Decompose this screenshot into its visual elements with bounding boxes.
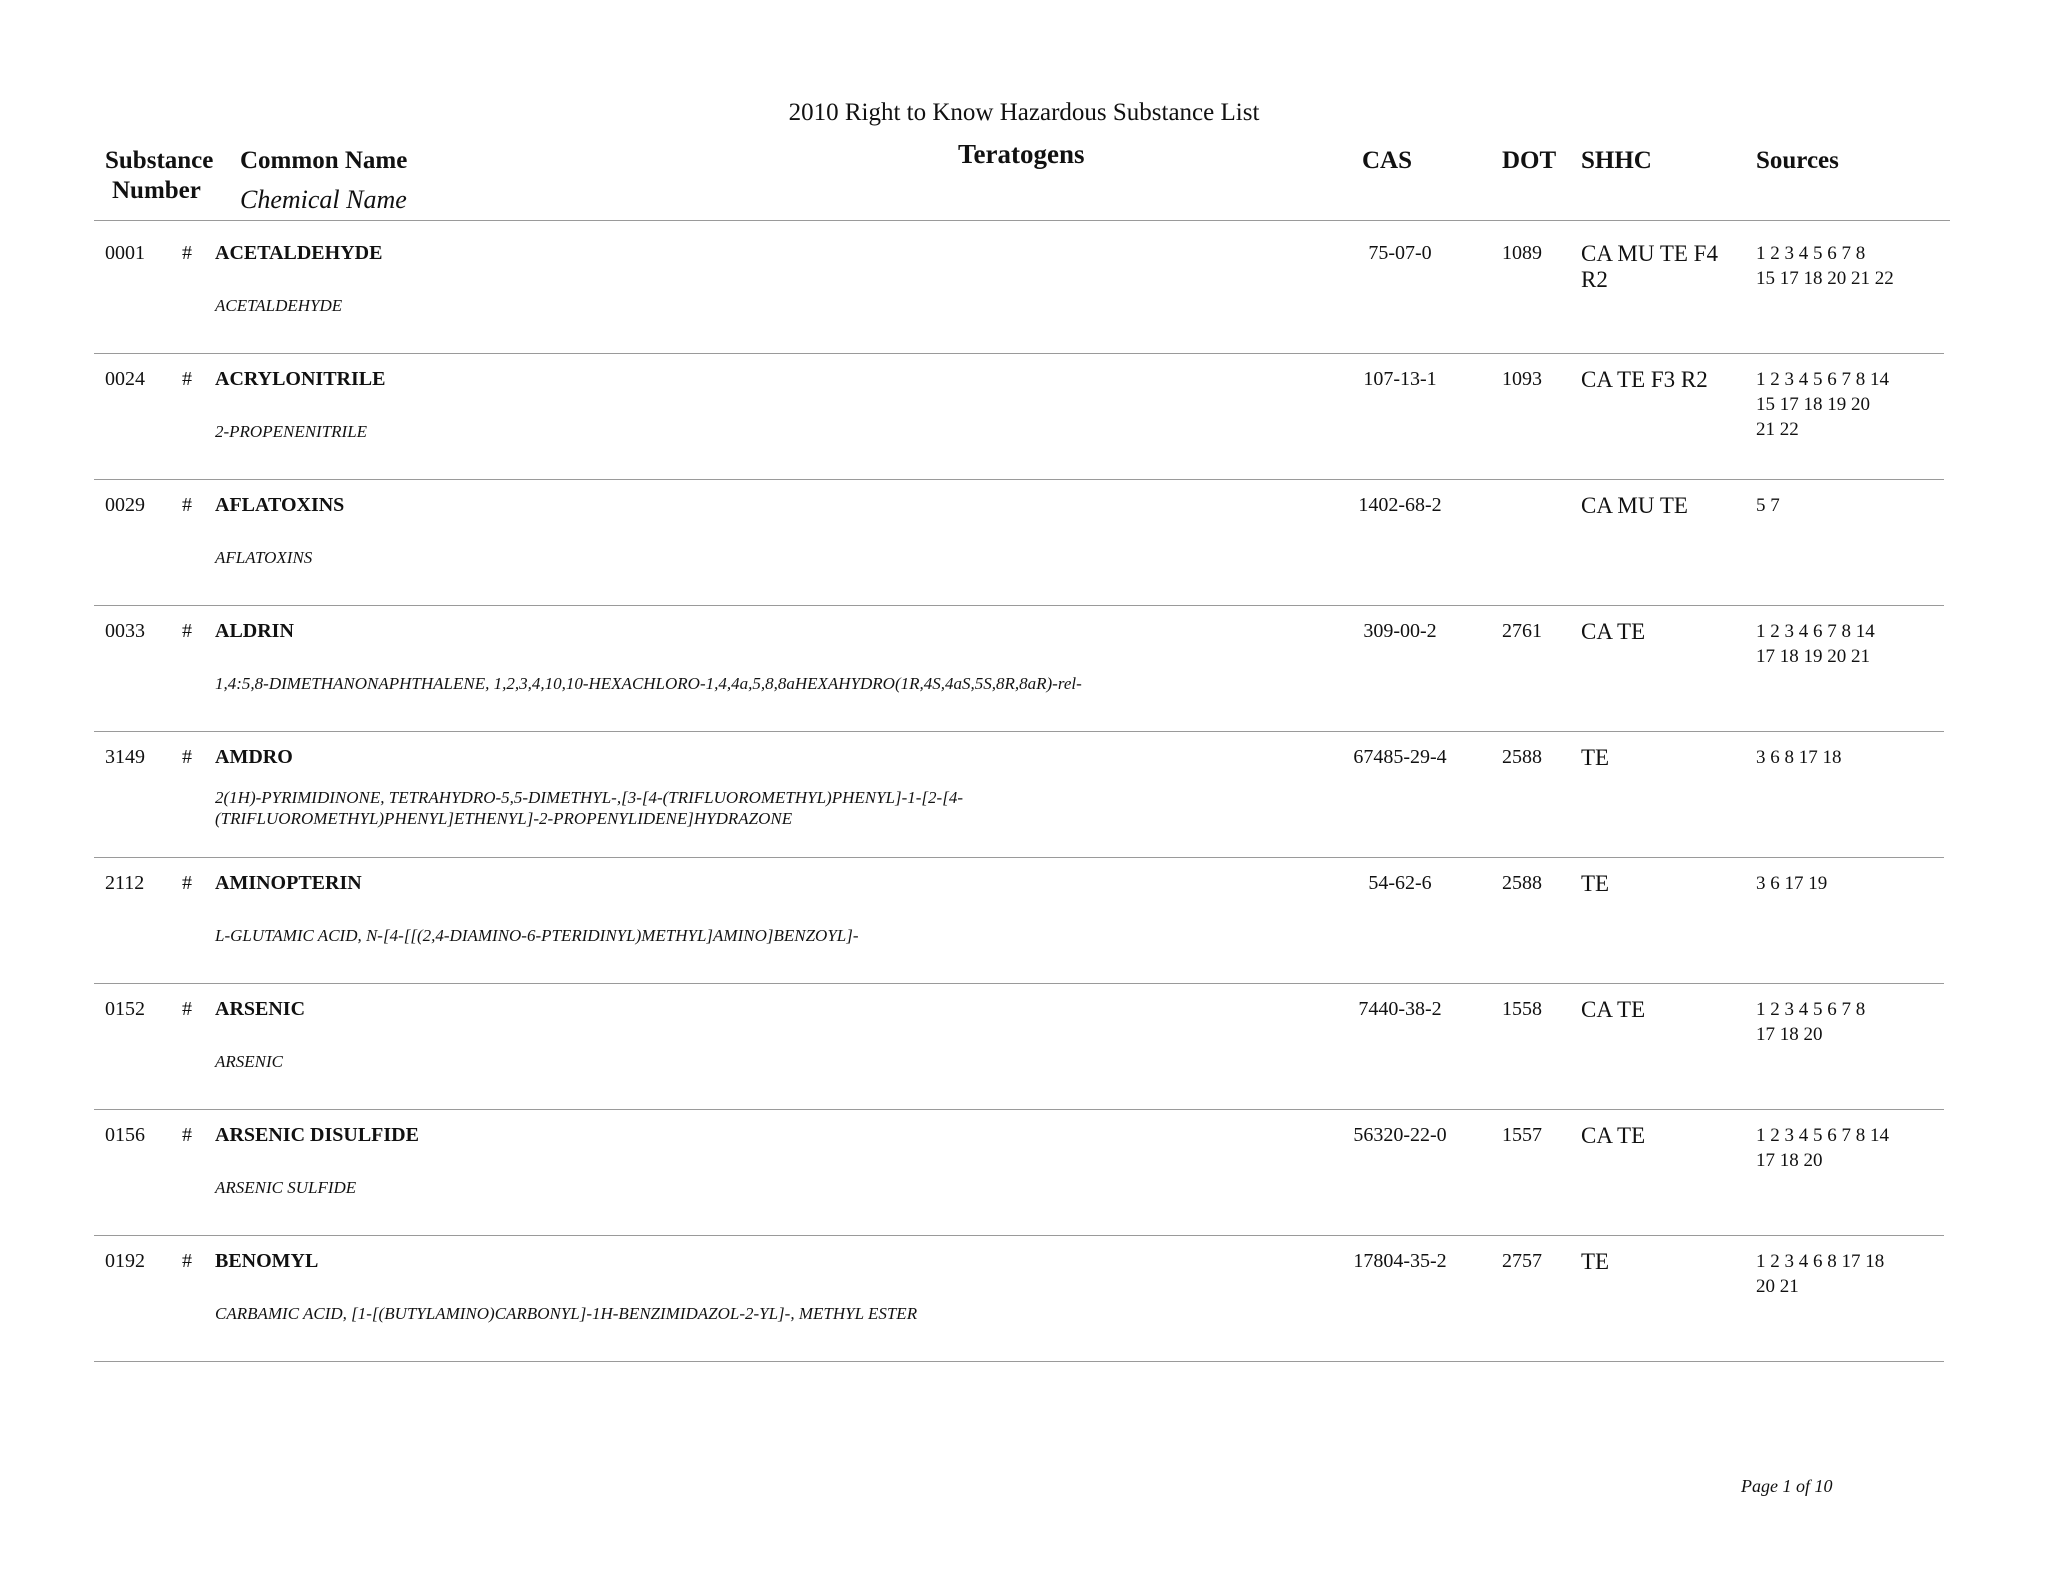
table-row bbox=[0, 1236, 2048, 1362]
sources bbox=[1756, 997, 1865, 1047]
chemical-name-line: ARSENIC SULFIDE bbox=[215, 1178, 357, 1197]
chemical-name bbox=[215, 1303, 917, 1324]
header-number: Number bbox=[112, 177, 201, 204]
shhc-codes-line: CA TE F3 R2 bbox=[1581, 367, 1708, 392]
hash-flag: # bbox=[182, 746, 192, 768]
shhc-codes-line: CA TE bbox=[1581, 619, 1646, 644]
hash-flag: # bbox=[182, 494, 192, 516]
sources bbox=[1756, 619, 1875, 669]
sources-line: 21 22 bbox=[1756, 419, 1799, 440]
cas-number: 107-13-1 bbox=[1363, 368, 1437, 390]
cas-number: 17804-35-2 bbox=[1353, 1250, 1447, 1272]
sources-line: 17 18 20 bbox=[1756, 1150, 1823, 1171]
sources-line: 1 2 3 4 5 6 7 8 14 bbox=[1756, 369, 1889, 390]
sources bbox=[1756, 1249, 1884, 1299]
hash-flag: # bbox=[182, 998, 192, 1020]
shhc-codes-line: CA MU TE F4 bbox=[1581, 241, 1718, 266]
chemical-name bbox=[215, 1051, 283, 1072]
sources-line: 20 21 bbox=[1756, 1276, 1799, 1297]
sources-line: 1 2 3 4 5 6 7 8 14 bbox=[1756, 1125, 1889, 1146]
common-name: ARSENIC bbox=[215, 998, 306, 1020]
hash-flag: # bbox=[182, 620, 192, 642]
sources-line: 1 2 3 4 5 6 7 8 bbox=[1756, 243, 1866, 264]
chemical-name bbox=[215, 787, 963, 829]
cas-number: 54-62-6 bbox=[1368, 872, 1432, 894]
chemical-name-line: L-GLUTAMIC ACID, N-[4-[[(2,4-DIAMINO-6-PTERIDINYL)METHYL]AMINO]BENZOYL]- bbox=[215, 926, 859, 945]
common-name: ACRYLONITRILE bbox=[215, 368, 386, 390]
substance-number: 0024 bbox=[105, 368, 145, 390]
hash-flag: # bbox=[182, 872, 192, 894]
document-title: 2010 Right to Know Hazardous Substance List bbox=[788, 99, 1260, 126]
dot-number: 2757 bbox=[1502, 1250, 1542, 1272]
substance-number: 0156 bbox=[105, 1124, 145, 1146]
sources-line: 3 6 8 17 18 bbox=[1756, 747, 1842, 768]
shhc-codes bbox=[1581, 619, 1645, 645]
shhc-codes bbox=[1581, 367, 1708, 393]
shhc-codes bbox=[1581, 871, 1609, 897]
shhc-codes bbox=[1581, 1249, 1609, 1275]
dot-number: 2761 bbox=[1502, 620, 1542, 642]
cas-number: 56320-22-0 bbox=[1353, 1124, 1447, 1146]
shhc-codes-line: TE bbox=[1581, 745, 1610, 770]
header-chemical-name: Chemical Name bbox=[240, 185, 407, 214]
substance-number: 0033 bbox=[105, 620, 145, 642]
chemical-name bbox=[215, 925, 859, 946]
sources-line: 5 7 bbox=[1756, 495, 1780, 516]
table-row bbox=[0, 732, 2048, 858]
dot-number: 2588 bbox=[1502, 746, 1542, 768]
hash-flag: # bbox=[182, 242, 192, 264]
sources bbox=[1756, 367, 1889, 442]
substance-number: 0192 bbox=[105, 1250, 145, 1272]
chemical-name bbox=[215, 673, 1082, 694]
cas-number: 7440-38-2 bbox=[1358, 998, 1442, 1020]
substance-number: 0152 bbox=[105, 998, 145, 1020]
table-row bbox=[0, 984, 2048, 1110]
shhc-codes-line: TE bbox=[1581, 1249, 1610, 1274]
dot-number: 1093 bbox=[1502, 368, 1542, 390]
shhc-codes-line: TE bbox=[1581, 871, 1610, 896]
shhc-codes bbox=[1581, 1123, 1645, 1149]
chemical-name-line: 2-PROPENENITRILE bbox=[215, 422, 368, 441]
chemical-name bbox=[215, 295, 342, 316]
table-row bbox=[0, 228, 2048, 354]
sources bbox=[1756, 1123, 1889, 1173]
substance-number: 0029 bbox=[105, 494, 145, 516]
chemical-name-line: ACETALDEHYDE bbox=[215, 296, 343, 315]
header-substance: Substance bbox=[105, 147, 214, 174]
shhc-codes-line: R2 bbox=[1581, 267, 1608, 292]
sources bbox=[1756, 871, 1827, 896]
chemical-name bbox=[215, 1177, 356, 1198]
sources-line: 1 2 3 4 6 7 8 14 bbox=[1756, 621, 1875, 642]
chemical-name-line: CARBAMIC ACID, [1-[(BUTYLAMINO)CARBONYL]-1H-BENZIMIDAZOL-2-YL]-, METHYL ESTER bbox=[215, 1304, 918, 1323]
sources-line: 17 18 20 bbox=[1756, 1024, 1823, 1045]
sources-line: 15 17 18 19 20 bbox=[1756, 394, 1870, 415]
chemical-name-line: ARSENIC bbox=[215, 1052, 283, 1071]
dot-number: 1089 bbox=[1502, 242, 1542, 264]
header-cas: CAS bbox=[1362, 147, 1413, 174]
substance-number: 2112 bbox=[105, 872, 145, 894]
sources bbox=[1756, 493, 1780, 518]
shhc-codes-line: CA TE bbox=[1581, 997, 1646, 1022]
sources-line: 1 2 3 4 6 8 17 18 bbox=[1756, 1251, 1885, 1272]
hash-flag: # bbox=[182, 368, 192, 390]
common-name: AMINOPTERIN bbox=[215, 872, 362, 894]
header-dot: DOT bbox=[1502, 147, 1557, 174]
dot-number: 1558 bbox=[1502, 998, 1542, 1020]
header-divider bbox=[94, 220, 1950, 221]
shhc-codes bbox=[1581, 745, 1609, 771]
chemical-name bbox=[215, 421, 367, 442]
hash-flag: # bbox=[182, 1250, 192, 1272]
sources-line: 15 17 18 20 21 22 bbox=[1756, 268, 1894, 289]
cas-number: 75-07-0 bbox=[1368, 242, 1432, 264]
chemical-name bbox=[215, 547, 312, 568]
table-row bbox=[0, 606, 2048, 732]
table-row bbox=[0, 858, 2048, 984]
category-heading: Teratogens bbox=[958, 139, 1085, 169]
common-name: BENOMYL bbox=[215, 1250, 319, 1272]
hash-flag: # bbox=[182, 1124, 192, 1146]
sources-line: 1 2 3 4 5 6 7 8 bbox=[1756, 999, 1866, 1020]
common-name: ARSENIC DISULFIDE bbox=[215, 1124, 419, 1146]
substance-number: 0001 bbox=[105, 242, 145, 264]
shhc-codes bbox=[1581, 997, 1645, 1023]
cas-number: 1402-68-2 bbox=[1358, 494, 1442, 516]
row-divider bbox=[94, 1361, 1944, 1362]
header-common-name: Common Name bbox=[240, 147, 408, 174]
chemical-name-line: (TRIFLUOROMETHYL)PHENYL]ETHENYL]-2-PROPENYLIDENE]HYDRAZONE bbox=[215, 809, 793, 828]
table-row bbox=[0, 354, 2048, 480]
common-name: AMDRO bbox=[215, 746, 293, 768]
table-row bbox=[0, 1110, 2048, 1236]
table-row bbox=[0, 480, 2048, 606]
shhc-codes-line: CA MU TE bbox=[1581, 493, 1688, 518]
dot-number: 2588 bbox=[1502, 872, 1542, 894]
shhc-codes bbox=[1581, 493, 1688, 519]
header-shhc: SHHC bbox=[1581, 147, 1652, 174]
chemical-name-line: 1,4:5,8-DIMETHANONAPHTHALENE, 1,2,3,4,10,10-HEXACHLORO-1,4,4a,5,8,8aHEXAHYDRO(1R,4S,4aS,5S,8R,8aR)-rel- bbox=[215, 674, 1082, 693]
chemical-name-line: 2(1H)-PYRIMIDINONE, TETRAHYDRO-5,5-DIMETHYL-,[3-[4-(TRIFLUOROMETHYL)PHENYL]-1-[2-[4- bbox=[215, 788, 963, 807]
substance-number: 3149 bbox=[105, 746, 145, 768]
common-name: ACETALDEHYDE bbox=[215, 242, 383, 264]
header-sources: Sources bbox=[1756, 147, 1839, 174]
cas-number: 67485-29-4 bbox=[1353, 746, 1447, 768]
common-name: AFLATOXINS bbox=[215, 494, 345, 516]
sources bbox=[1756, 745, 1842, 770]
cas-number: 309-00-2 bbox=[1363, 620, 1437, 642]
sources-line: 3 6 17 19 bbox=[1756, 873, 1828, 894]
chemical-name-line: AFLATOXINS bbox=[215, 548, 313, 567]
sources-line: 17 18 19 20 21 bbox=[1756, 646, 1870, 667]
sources bbox=[1756, 241, 1894, 291]
dot-number: 1557 bbox=[1502, 1124, 1542, 1146]
page-number: Page 1 of 10 bbox=[1741, 1476, 1833, 1496]
shhc-codes-line: CA TE bbox=[1581, 1123, 1646, 1148]
common-name: ALDRIN bbox=[215, 620, 294, 642]
shhc-codes bbox=[1581, 241, 1718, 293]
